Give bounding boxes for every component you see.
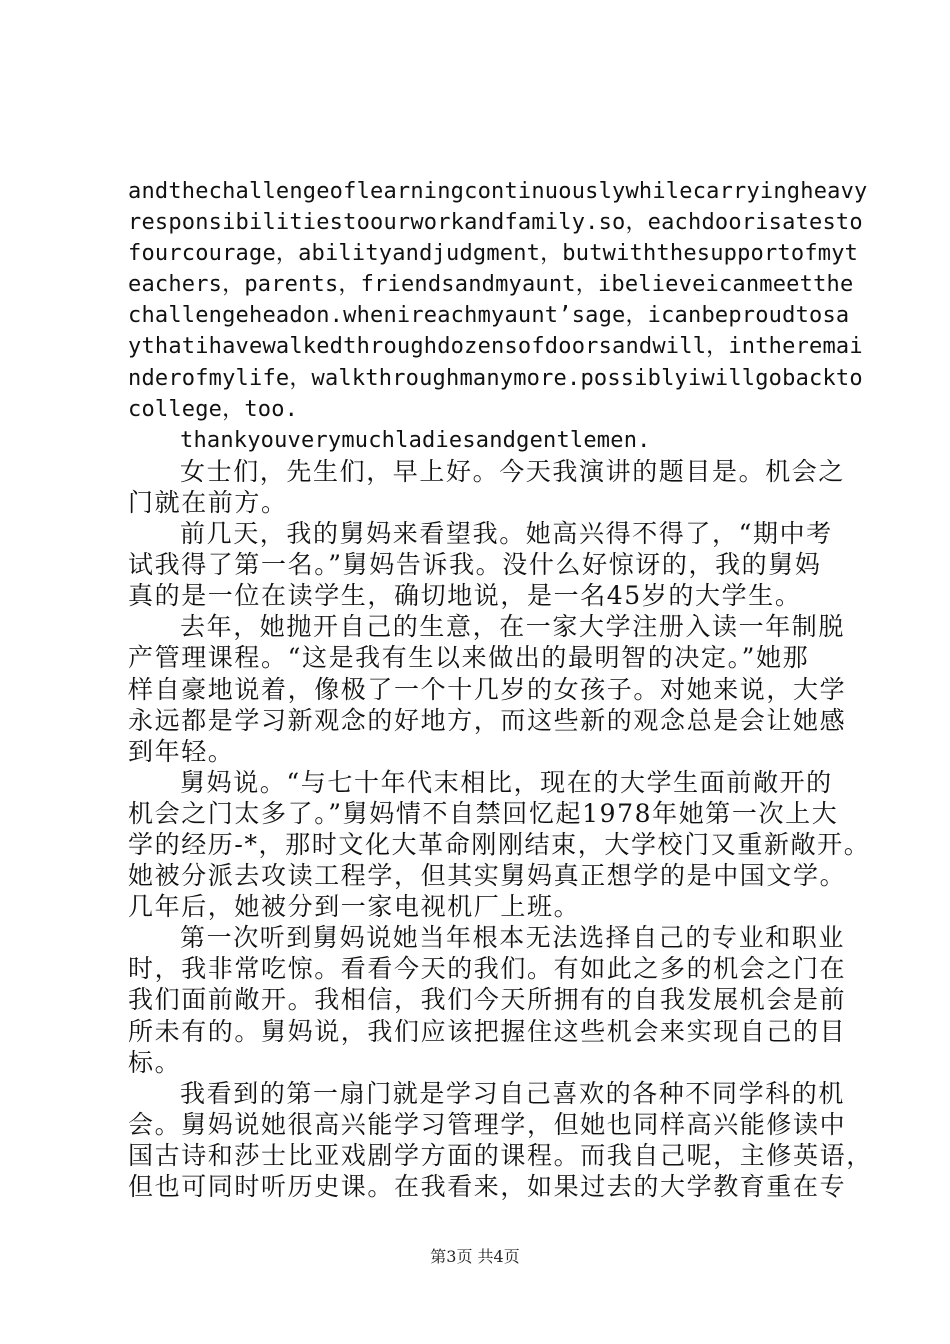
text-line: 机会之门太多了。”舅妈情不自禁回忆起1978年她第一次上大 [128,798,839,828]
text-line: 到年轻。 [128,736,235,766]
text-line: 她被分派去攻读工程学，但其实舅妈真正想学的是中国文学。 [128,861,847,891]
text-line: 会。舅妈说她很高兴能学习管理学，但她也同样高兴能修读中 [128,1109,847,1139]
document-body [128,176,873,1202]
text-line: 标。 [128,1047,182,1077]
paragraph-start-line: 第一次听到舅妈说她当年根本无法选择自己的专业和职业 [180,923,846,953]
page-number-footer: 第3页 共4页 [430,1247,520,1266]
text-line: 国古诗和莎士比亚戏剧学方面的课程。而我自己呢，主修英语， [128,1140,873,1170]
text-line: 几年后，她被分到一家电视机厂上班。 [128,892,581,922]
text-line: 所未有的。舅妈说，我们应该把握住这些机会来实现自己的目 [128,1016,847,1046]
text-line: college，too. [128,396,299,422]
text-line: 但也可同时听历史课。在我看来，如果过去的大学教育重在专 [128,1172,847,1201]
text-line: eachers，parents，friendsandmyaunt，ibelieveicanmeetthe [128,272,854,298]
text-line: 我们面前敞开。我相信，我们今天所拥有的自我发展机会是前 [128,985,847,1015]
text-line: 永远都是学习新观念的好地方，而这些新的观念总是会让她感 [128,705,847,735]
paragraph-start-line: 去年，她抛开自己的生意，在一家大学注册入读一年制脱 [180,612,846,642]
paragraph-start-line: 我看到的第一扇门就是学习自己喜欢的各种不同学科的机 [180,1078,846,1108]
text-line: fourcourage，abilityandjudgment，butwiththesupportofmyt [128,241,859,267]
text-line: 学的经历-*，那时文化大革命刚刚结束，大学校门又重新敞开。 [128,829,871,859]
text-line: 样自豪地说着，像极了一个十几岁的女孩子。对她来说，大学 [128,674,847,704]
text-line: 产管理课程。“这是我有生以来做出的最明智的决定。”她那 [128,643,810,673]
paragraph-start-line: 前几天，我的舅妈来看望我。她高兴得不得了，“期中考 [180,519,833,549]
paragraph-start-line: 舅妈说。“与七十年代末相比，现在的大学生面前敞开的 [180,767,833,797]
text-line: ythatihavewalkedthroughdozensofdoorsandwill，intheremai [128,334,863,360]
text-line: 真的是一位在读学生，确切地说，是一名45岁的大学生。 [128,581,802,611]
paragraph-start-line: 女士们，先生们，早上好。今天我演讲的题目是。机会之 [180,456,846,486]
text-line: 门就在前方。 [128,487,288,517]
text-line: andthechallengeoflearningcontinuouslywhilecarryingheavy [128,179,868,204]
text-line: responsibilitiestoourworkandfamily.so，eachdoorisatesto [128,210,863,236]
text-line: challengeheadon.whenireachmyaunt’sage，icanbeproudtosa [128,303,850,329]
closing-line: thankyouverymuchladiesandgentlemen. [180,427,651,453]
text-line: 试我得了第一名。”舅妈告诉我。没什么好惊讶的，我的舅妈 [128,550,822,580]
text-line: 时，我非常吃惊。看看今天的我们。有如此之多的机会之门在 [128,954,847,984]
text-line: nderofmylife，walkthroughmanymore.possiblyiwillgobackto [128,365,863,391]
